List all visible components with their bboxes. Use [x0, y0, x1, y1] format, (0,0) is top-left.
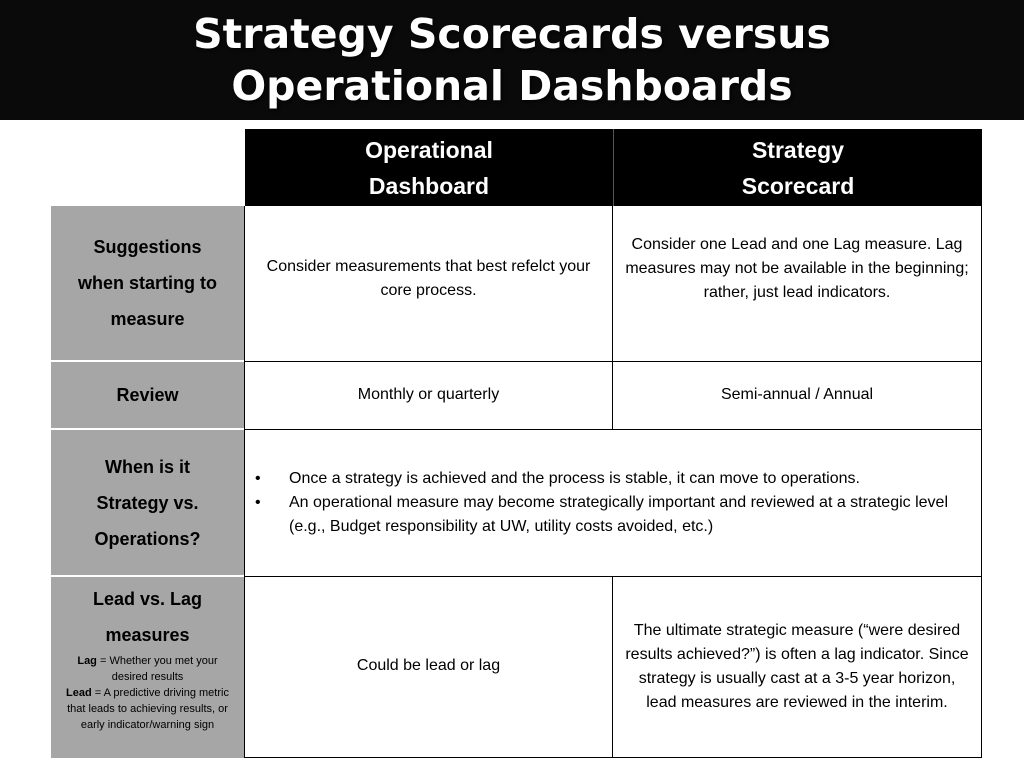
header-operational-dashboard: [245, 129, 613, 206]
row-label-line: measures: [105, 625, 190, 645]
row-label-line: When is it: [105, 456, 190, 477]
header-strategy-line-2: Scorecard: [741, 172, 855, 199]
cell-suggestions-operational: [244, 206, 613, 362]
row-label-line: Strategy vs.: [96, 492, 199, 513]
cell-suggestions-strategy: [613, 206, 982, 362]
cell-text: Consider measurements that best refelct your core process.: [266, 257, 591, 299]
header-operational-line-1: Operational: [365, 136, 493, 163]
lead-definition: [51, 685, 244, 733]
cell-review-operational: [244, 362, 613, 430]
cell-text: Consider one Lead and one Lag measure. Lag measures may not be available in the beginning; rather, just lead indicators.: [625, 235, 969, 301]
bullet-list: [245, 467, 961, 539]
bullet-item: • An operational measure may become strategically important and reviewed at a strategic level (e.g., Budget responsibility at UW, utility costs avoided, etc.): [289, 491, 961, 539]
cell-lead-vs-lag-strategy: [613, 577, 982, 758]
cell-text: The ultimate strategic measure (“were desired results achieved?”) is often a lag indicator. Since strategy is usually cast at a 3-5 year horizon, lead measures are reviewed in the interim.: [625, 622, 969, 711]
row-label-line: measure: [110, 309, 185, 329]
row-label-line: Lead vs. Lag: [92, 589, 203, 609]
cell-review-strategy: [613, 362, 982, 430]
cell-text: Semi-annual / Annual: [720, 385, 874, 403]
lead-term: Lead: [66, 687, 92, 699]
lag-definition: [51, 653, 244, 685]
page-title: [0, 8, 1024, 112]
cell-strategy-vs-operations-merged: [244, 430, 982, 577]
header-operational-line-2: Dashboard: [368, 172, 490, 199]
row-label-line: Operations?: [94, 528, 201, 549]
cell-text: Monthly or quarterly: [357, 385, 500, 403]
lead-definition-text: = A predictive driving metric that leads to achieving results, or early indicator/warning sign: [67, 687, 229, 731]
cell-text: Could be lead or lag: [356, 657, 501, 674]
title-line-2: Operational Dashboards: [231, 62, 793, 110]
row-label-strategy-vs-operations: [51, 430, 244, 577]
row-label-lead-vs-lag: [51, 577, 244, 758]
row-label-suggestions: [51, 206, 244, 362]
cell-lead-vs-lag-operational: [244, 577, 613, 758]
row-label-line: when starting to: [78, 273, 217, 293]
lag-term: Lag: [77, 655, 97, 667]
bullet-item: • Once a strategy is achieved and the process is stable, it can move to operations.: [289, 467, 961, 491]
row-label-line: Review: [116, 385, 179, 405]
header-strategy-line-1: Strategy: [751, 136, 845, 163]
lag-definition-text: = Whether you met your desired results: [96, 655, 218, 683]
title-line-1: Strategy Scorecards versus: [193, 10, 831, 58]
row-label-review: [51, 362, 244, 430]
row-label-line: Suggestions: [93, 237, 202, 257]
header-strategy-scorecard: [613, 129, 982, 206]
